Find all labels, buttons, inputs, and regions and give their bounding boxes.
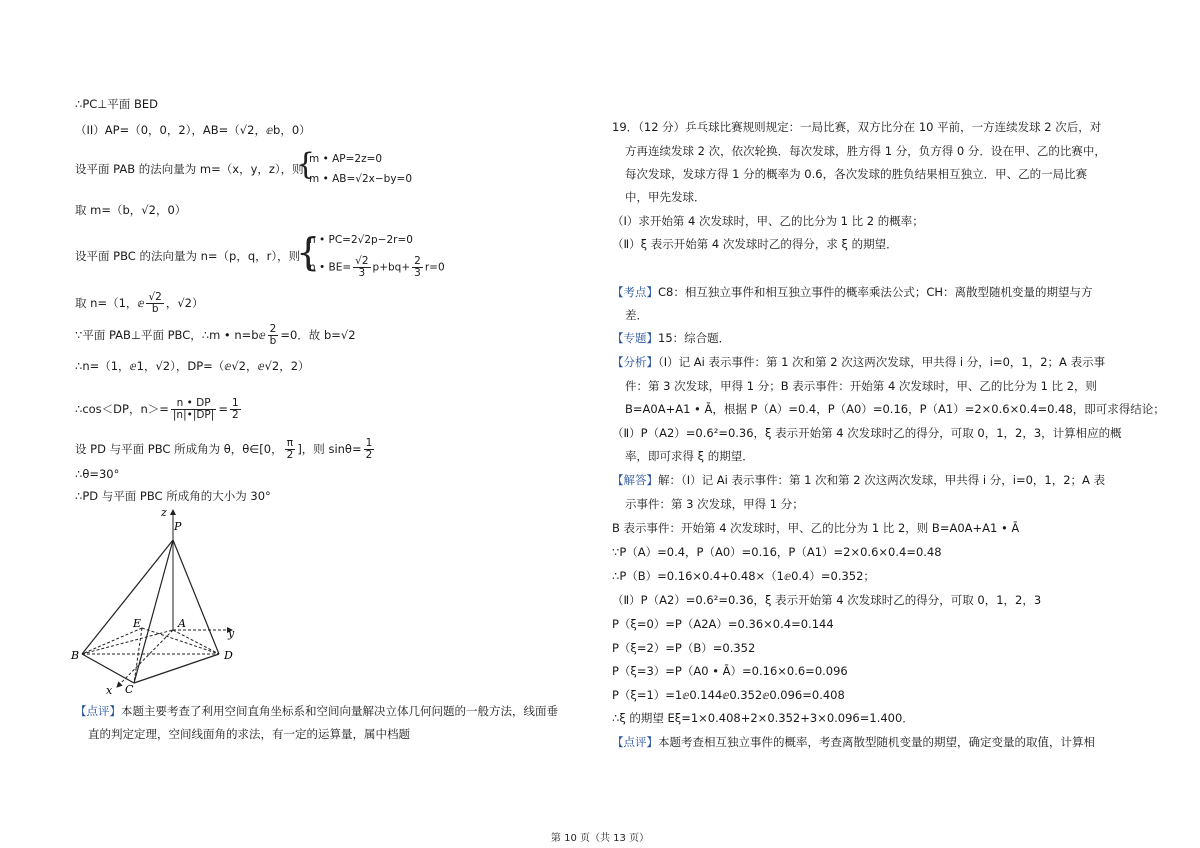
step-line-6 — [75, 292, 204, 315]
solution-line-2: ∵P（A）=0.4，P（A0）=0.16，P（A1）=2×0.6×0.4=0.48 — [612, 545, 942, 559]
dianping-line-1 — [612, 735, 1095, 750]
eq-text: ∴cos＜DP，n＞= — [75, 402, 169, 416]
step-line-7 — [75, 324, 356, 347]
kaodian-tag: 【考点】 — [612, 285, 658, 299]
label-C: C — [125, 683, 134, 696]
step-line-10 — [75, 438, 376, 461]
eq-text: p+bq+ — [372, 261, 411, 274]
denominator: 2 — [286, 449, 294, 461]
kaodian-line-1 — [612, 285, 1093, 300]
label-z: z — [161, 506, 167, 519]
fraction — [285, 438, 296, 461]
zhuanti-text: 15：综合题． — [658, 331, 731, 345]
system-eq-2: m • AB=√2x−by=0 — [309, 173, 413, 185]
edge-BC — [82, 654, 134, 683]
step-line-4: 取 m=（b，√2，0） — [75, 203, 187, 217]
eq-text: ，√2） — [165, 296, 204, 310]
jieda-text: 解：（Ⅰ）记 Ai 表示事件：第 1 次和第 2 次这两次发球，甲共得 i 分，i=0，1，2；A 表 — [658, 473, 1106, 487]
eq-text: n • BE= — [309, 261, 352, 274]
jieda-tag: 【解答】 — [612, 473, 658, 487]
jieda-line-2: 示事件：第 3 次发球，甲得 1 分； — [625, 497, 804, 511]
edge-PD — [173, 540, 219, 654]
step-line-2: （II）AP=（0，0，2），AB=（√2，ⅇb，0） — [75, 123, 311, 137]
label-D: D — [224, 649, 233, 662]
label-x: x — [106, 684, 113, 697]
solution-line-4: （Ⅱ）P（A2）=0.6²=0.36，ξ 表示开始第 4 次发球时乙的得分，可取 0，1，2，3 — [612, 593, 1042, 607]
fraction — [230, 398, 241, 421]
numerator: 1 — [231, 397, 239, 409]
review-text: 本题主要考查了利用空间直角坐标系和空间向量解决立体几何问题的一般方法，线面垂 — [121, 704, 558, 718]
eq-text: ∵平面 PAB⊥平面 PBC，∴m • n=bⅇ — [75, 328, 266, 342]
system-eq-1: m • AP=2z=0 — [309, 153, 383, 165]
step-line-5: 设平面 PBC 的法向量为 n=（p，q，r），则 — [75, 249, 301, 263]
question-line-4: 中，甲先发球． — [625, 190, 706, 204]
label-E: E — [133, 617, 142, 630]
label-P: P — [174, 520, 182, 533]
line-EC — [134, 628, 142, 683]
fraction — [171, 398, 216, 421]
fenxi-line-2: 件：第 3 次发球，甲得 1 分；B 表示事件：开始第 4 次发球时，甲、乙的比分为 1 比 2，则 — [625, 379, 1098, 393]
fenxi-text: （Ⅰ）记 Ai 表示事件：第 1 次和第 2 次这两次发球，甲共得 i 分，i=0，1，2；A 表示事 — [658, 355, 1106, 369]
fenxi-line-5: 率，即可求得 ξ 的期望． — [625, 449, 754, 463]
zhuanti-tag: 【专题】 — [612, 331, 658, 345]
denominator: 2 — [365, 449, 373, 461]
kaodian-text: C8：相互独立事件和相互独立事件的概率乘法公式；CH：离散型随机变量的期望与方 — [658, 285, 1093, 299]
review-tag: 【点评】 — [75, 704, 121, 718]
denominator: 2 — [231, 409, 239, 421]
zhuanti-line — [612, 331, 730, 346]
edge-BA — [82, 630, 173, 654]
solution-line-8: P（ξ=1）=1ⅇ0.144ⅇ0.352ⅇ0.096=0.408 — [612, 688, 845, 702]
denominator: b — [269, 335, 277, 347]
kaodian-line-2: 差． — [625, 308, 648, 322]
system-brace: { — [296, 147, 316, 182]
step-line-1: ∴PC⊥平面 BED — [75, 97, 158, 111]
review-line-2: 直的判定定理，空间线面角的求法，有一定的运算量，属中档题 — [88, 727, 410, 741]
solution-line-7: P（ξ=3）=P（A0 • Ā）=0.16×0.6=0.096 — [612, 664, 848, 678]
step-line-8: ∴n=（1，ⅇ1，√2），DP=（ⅇ√2，ⅇ√2，2） — [75, 359, 310, 373]
denominator: |n|•|DP| — [172, 409, 215, 421]
eq-text: ]，则 sinθ= — [297, 442, 362, 456]
numerator: 1 — [365, 437, 373, 449]
denominator: 3 — [358, 267, 366, 279]
fraction — [353, 256, 370, 279]
edge-PC — [134, 540, 173, 683]
fraction — [146, 292, 163, 315]
question-part-1: （Ⅰ）求开始第 4 次发球时，甲、乙的比分为 1 比 2 的概率； — [612, 214, 924, 228]
fenxi-line-3: B=A0A+A1 • Ā，根据 P（A）=0.4，P（A0）=0.16，P（A1）=2×0.6×0.4=0.48，即可求得结论； — [625, 402, 1165, 416]
numerator: π — [285, 438, 296, 450]
page-footer: 第 10 页（共 13 页） — [550, 833, 650, 844]
dianping-tag: 【点评】 — [612, 735, 658, 749]
edge-AD — [173, 630, 219, 654]
denominator: 3 — [414, 267, 421, 279]
numerator: √2 — [355, 255, 369, 267]
eq-text: 设 PD 与平面 PBC 所成角为 θ，θ∈[0， — [75, 442, 283, 456]
numerator: n • DP — [171, 398, 216, 410]
fenxi-line-1 — [612, 355, 1105, 370]
label-A: A — [178, 617, 186, 630]
system-eq-4 — [309, 256, 445, 279]
step-line-3: 设平面 PAB 的法向量为 m=（x，y，z），则 — [75, 162, 304, 176]
numerator: 2 — [414, 255, 421, 267]
numerator: 2 — [269, 323, 277, 335]
eq-text: 取 n=（1，ⅇ — [75, 296, 145, 310]
fenxi-line-4: （Ⅱ）P（A2）=0.6²=0.36，ξ 表示开始第 4 次发球时乙的得分，可取 0，1，2，3，计算相应的概 — [612, 426, 1122, 440]
question-line-3: 每次发球，发球方得 1 分的概率为 0.6，各次发球的胜负结果相互独立．甲、乙的一局比赛 — [625, 167, 1088, 181]
label-B: B — [71, 649, 80, 662]
eq-text: = — [218, 402, 228, 416]
denominator: b — [151, 303, 159, 315]
question-line-1: 19．（12 分）乒乓球比赛规则规定：一局比赛，双方比分在 10 平前，一方连续发球 2 次后，对 — [612, 120, 1102, 134]
system-eq-3: n • PC=2√2p−2r=0 — [309, 234, 413, 246]
step-line-11: ∴θ=30° — [75, 467, 120, 481]
pyramid-figure — [62, 500, 262, 700]
fenxi-tag: 【分析】 — [612, 355, 658, 369]
question-part-2: （Ⅱ）ξ 表示开始第 4 次发球时乙的得分，求 ξ 的期望． — [612, 237, 898, 251]
step-line-12: ∴PD 与平面 PBC 所成角的大小为 30° — [75, 489, 271, 503]
fraction — [412, 256, 423, 279]
edge-PB — [82, 540, 173, 654]
jieda-line-1 — [612, 473, 1105, 488]
solution-line-9: ∴ξ 的期望 Eξ=1×0.408+2×0.352+3×0.096=1.400． — [612, 711, 914, 725]
solution-line-3: ∴P（B）=0.16×0.4+0.48×（1ⅇ0.4）=0.352； — [612, 569, 875, 583]
label-y: y — [228, 627, 235, 640]
eq-text: =0．故 b=√2 — [280, 328, 356, 342]
eq-text: r=0 — [424, 261, 445, 274]
fraction — [364, 438, 375, 461]
review-line-1 — [75, 704, 558, 719]
fraction — [268, 324, 279, 347]
solution-line-1: B 表示事件：开始第 4 次发球时，甲、乙的比分为 1 比 2，则 B=A0A+A1 • Ā — [612, 521, 1020, 535]
solution-line-5: P（ξ=0）=P（A2A）=0.36×0.4=0.144 — [612, 617, 834, 631]
step-line-9 — [75, 398, 243, 421]
edge-CD — [134, 654, 219, 683]
question-line-2: 方再连续发球 2 次，依次轮换．每次发球，胜方得 1 分，负方得 0 分．设在甲、乙的比赛中， — [625, 144, 1106, 158]
dianping-text: 本题考查相互独立事件的概率，考查离散型随机变量的期望，确定变量的取值，计算相 — [658, 735, 1095, 749]
solution-line-6: P（ξ=2）=P（B）=0.352 — [612, 641, 756, 655]
numerator: √2 — [148, 291, 162, 303]
system-brace: { — [296, 230, 321, 274]
